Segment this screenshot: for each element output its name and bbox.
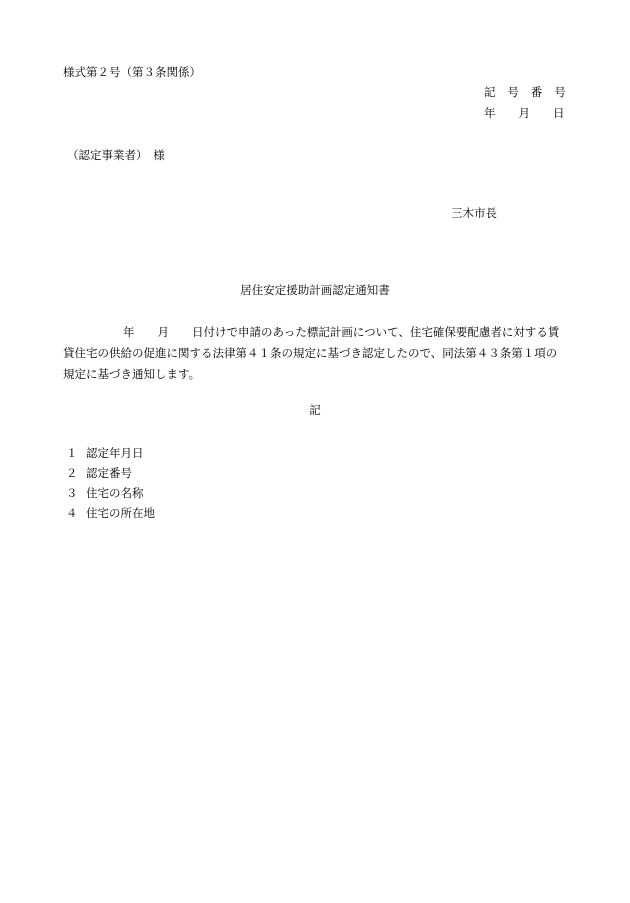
- ki-heading: 記: [309, 403, 321, 417]
- item-label: 認定番号: [86, 466, 132, 480]
- addressee: （認定事業者） 様: [67, 148, 165, 162]
- item-number: ４: [66, 506, 78, 520]
- list-item: [66, 483, 155, 503]
- body-paragraph: [63, 322, 573, 385]
- item-number: ３: [66, 486, 78, 500]
- list-item: [66, 463, 155, 483]
- item-label: 住宅の所在地: [86, 506, 155, 520]
- document-number: 記 号 番 号: [484, 85, 566, 99]
- issuer: 三木市長: [451, 206, 497, 220]
- item-label: 認定年月日: [86, 446, 144, 460]
- item-list: [66, 443, 155, 523]
- item-number: １: [66, 446, 78, 460]
- body-line-1: 年 月 日付けで申請のあった標記計画について、住宅確保要配慮者に対する賃: [123, 325, 560, 339]
- body-line-2: 貸住宅の供給の促進に関する法律第４１条の規定に基づき認定したので、同法第４３条第１項の: [63, 346, 558, 360]
- document-title: 居住安定援助計画認定通知書: [240, 283, 390, 297]
- item-number: ２: [66, 466, 78, 480]
- list-item: [66, 503, 155, 523]
- list-item: [66, 443, 155, 463]
- form-number: 様式第２号（第３条関係）: [63, 65, 201, 79]
- item-label: 住宅の名称: [86, 486, 144, 500]
- document-date: 年 月 日: [484, 106, 565, 120]
- body-line-3: 規定に基づき通知します。: [63, 367, 201, 381]
